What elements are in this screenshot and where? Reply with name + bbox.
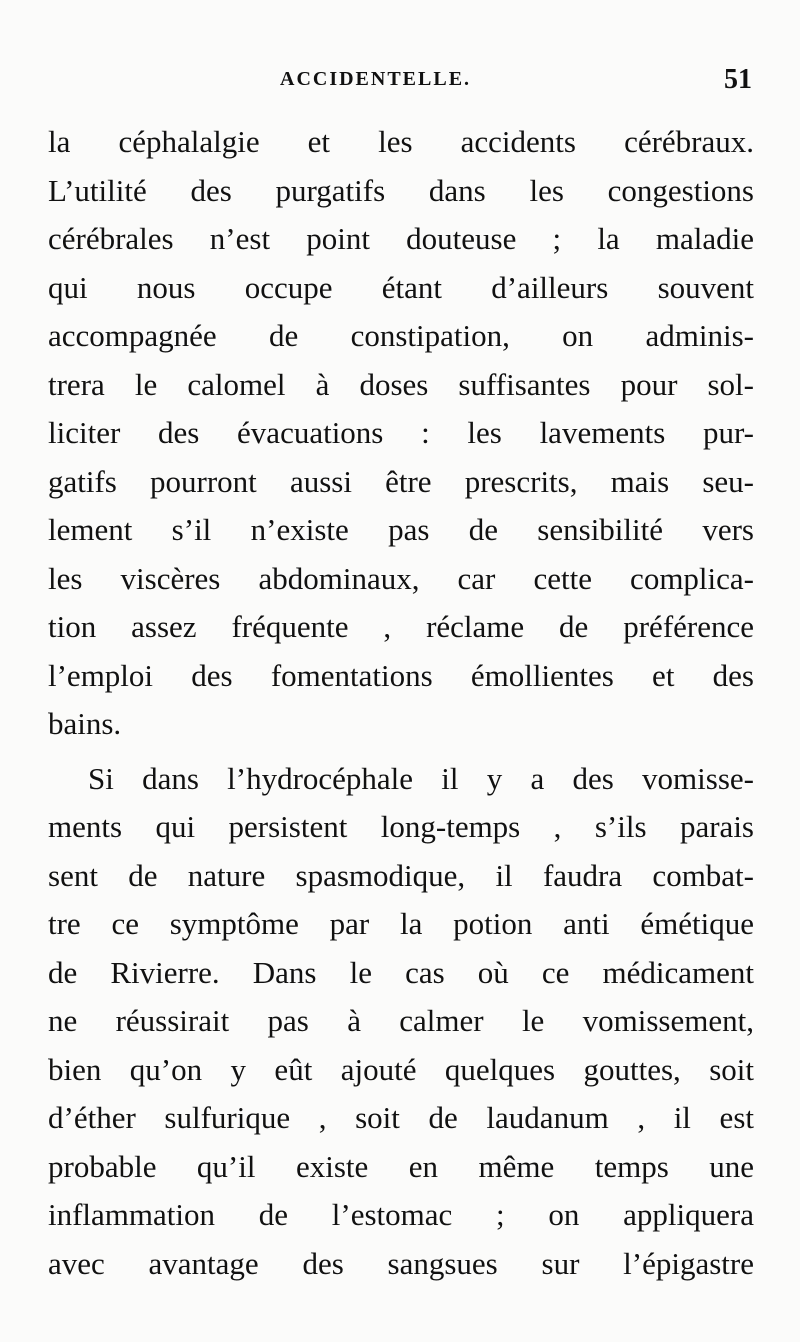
paragraph-2: [48, 755, 754, 1289]
text-line: trera le calomel à doses suffisantes pour sol-: [48, 366, 754, 402]
page-number: 51: [724, 64, 752, 95]
body-text: [48, 118, 754, 1288]
running-title: ACCIDENTELLE.: [280, 68, 472, 90]
text-line: d’éther sulfurique , soit de laudanum , il est: [48, 1100, 754, 1135]
text-line: tre ce symptôme par la potion anti émétique: [48, 906, 754, 941]
text-line: les viscères abdominaux, car cette complica-: [48, 560, 754, 596]
text-line: ments qui persistent long-temps , s’ils parais: [48, 809, 754, 844]
text-line: bains.: [48, 706, 122, 741]
text-line: ne réussirait pas à calmer le vomissement,: [48, 1003, 754, 1038]
text-line: inflammation de l’estomac ; on appliquera: [48, 1197, 754, 1232]
text-line: L’utilité des purgatifs dans les congestions: [48, 172, 754, 208]
text-line: qui nous occupe étant d’ailleurs souvent: [48, 269, 754, 305]
text-line: accompagnée de constipation, on adminis-: [48, 318, 754, 353]
text-line: la céphalalgie et les accidents cérébraux.: [48, 124, 754, 159]
text-line: l’emploi des fomentations émollientes et des: [48, 657, 754, 693]
page-header: [48, 60, 752, 100]
text-line: tion assez fréquente , réclame de préférence: [48, 609, 754, 644]
paragraph-1: [48, 118, 754, 749]
text-line: cérébrales n’est point douteuse ; la maladie: [48, 221, 754, 256]
text-line: gatifs pourront aussi être prescrits, mais seu-: [48, 463, 754, 499]
text-line: avec avantage des sangsues sur l’épigastre: [48, 1245, 754, 1281]
text-line: lement s’il n’existe pas de sensibilité vers: [48, 512, 754, 547]
text-line: Si dans l’hydrocéphale il y a des vomisse-: [88, 760, 754, 796]
text-line: bien qu’on y eût ajouté quelques gouttes, soit: [48, 1051, 754, 1087]
text-line: probable qu’il existe en même temps une: [48, 1148, 754, 1184]
text-line: liciter des évacuations : les lavements pur-: [48, 415, 754, 450]
text-line: de Rivierre. Dans le cas où ce médicament: [48, 954, 754, 990]
text-line: sent de nature spasmodique, il faudra combat-: [48, 857, 754, 893]
